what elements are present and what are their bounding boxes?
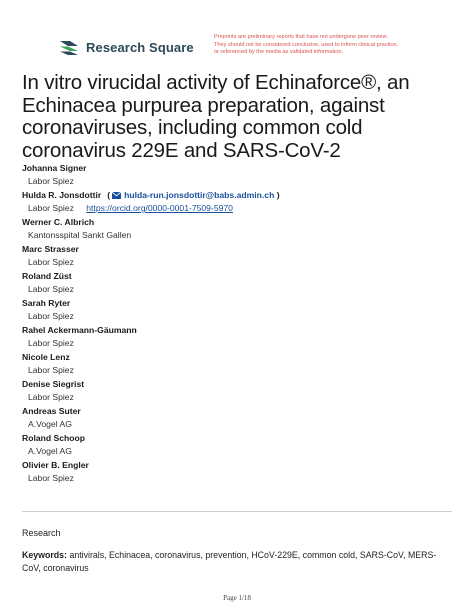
author-name: Werner C. Albrich bbox=[22, 217, 95, 227]
author-name: Roland Schoop bbox=[22, 433, 86, 443]
author-affiliation: Labor Spiez bbox=[28, 257, 74, 267]
research-square-logo-icon bbox=[58, 38, 80, 56]
author-name: Marc Strasser bbox=[22, 244, 79, 254]
page-number: Page 1/18 bbox=[223, 594, 251, 602]
envelope-icon bbox=[112, 192, 121, 199]
author-name: Johanna Signer bbox=[22, 163, 87, 173]
author-entry bbox=[22, 406, 462, 430]
paper-title: In vitro virucidal activity of Echinaforce®, an Echinacea purpurea preparation, against coronaviruses, including common cold coronavirus 229E and SARS-CoV-2 bbox=[22, 71, 410, 162]
author-name: Hulda R. Jonsdottir bbox=[22, 190, 102, 200]
author-name: Olivier B. Engler bbox=[22, 460, 89, 470]
author-entry bbox=[22, 217, 462, 241]
author-affiliation: Labor Spiez bbox=[28, 311, 74, 321]
orcid-link[interactable]: https://orcid.org/0000-0001-7509-5970 bbox=[86, 203, 233, 213]
author-entry bbox=[22, 163, 462, 187]
email-link[interactable]: hulda-run.jonsdottir@babs.admin.ch bbox=[124, 190, 275, 200]
disclaimer-line: They should not be considered conclusive, used to inform clinical practice, bbox=[214, 41, 398, 48]
disclaimer-line: Preprints are preliminary reports that have not undergone peer review. bbox=[214, 34, 388, 40]
author-entry bbox=[22, 379, 462, 403]
author-entry bbox=[22, 352, 462, 376]
author-affiliation: Labor Spiez bbox=[28, 338, 74, 348]
author-entry bbox=[22, 433, 462, 457]
author-affiliation: Labor Spiez bbox=[28, 365, 74, 375]
author-affiliation: Kantonsspital Sankt Gallen bbox=[28, 230, 132, 240]
author-affiliation-row bbox=[22, 203, 462, 214]
author-name: Roland Züst bbox=[22, 271, 72, 281]
preprint-disclaimer bbox=[214, 34, 444, 57]
author-name: Rahel Ackermann-Gäumann bbox=[22, 325, 137, 335]
keywords-text: antivirals, Echinacea, coronavirus, prevention, HCoV-229E, common cold, SARS-CoV, MERS-CoV, coronavirus bbox=[22, 550, 437, 573]
author-name: Nicole Lenz bbox=[22, 352, 70, 362]
author-entry bbox=[22, 271, 462, 295]
author-entry bbox=[22, 325, 462, 349]
author-affiliation: Labor Spiez bbox=[28, 392, 74, 402]
author-email: ( hulda-run.jonsdottir@babs.admin.ch ) bbox=[107, 190, 280, 200]
author-affiliation: Labor Spiez bbox=[28, 176, 74, 186]
author-list bbox=[22, 163, 462, 487]
keywords-label: Keywords: bbox=[22, 550, 67, 560]
page-header bbox=[58, 34, 454, 64]
author-affiliation: Labor Spiez bbox=[28, 203, 74, 213]
keywords bbox=[22, 549, 452, 574]
article-type: Research bbox=[22, 528, 61, 538]
author-affiliation: A.Vogel AG bbox=[28, 446, 72, 456]
author-entry bbox=[22, 460, 462, 484]
research-square-logo[interactable] bbox=[58, 38, 194, 56]
author-affiliation: Labor Spiez bbox=[28, 284, 74, 294]
section-divider bbox=[22, 511, 452, 512]
disclaimer-line: or referenced by the media as validated information. bbox=[214, 49, 344, 56]
author-name: Denise Siegrist bbox=[22, 379, 85, 389]
author-entry bbox=[22, 298, 462, 322]
author-name: Sarah Ryter bbox=[22, 298, 71, 308]
author-affiliation: A.Vogel AG bbox=[28, 419, 72, 429]
brand-name: Research Square bbox=[86, 39, 194, 55]
author-affiliation: Labor Spiez bbox=[28, 473, 74, 483]
author-name-row bbox=[22, 190, 462, 201]
author-entry bbox=[22, 190, 462, 214]
author-name: Andreas Suter bbox=[22, 406, 81, 416]
author-entry bbox=[22, 244, 462, 268]
